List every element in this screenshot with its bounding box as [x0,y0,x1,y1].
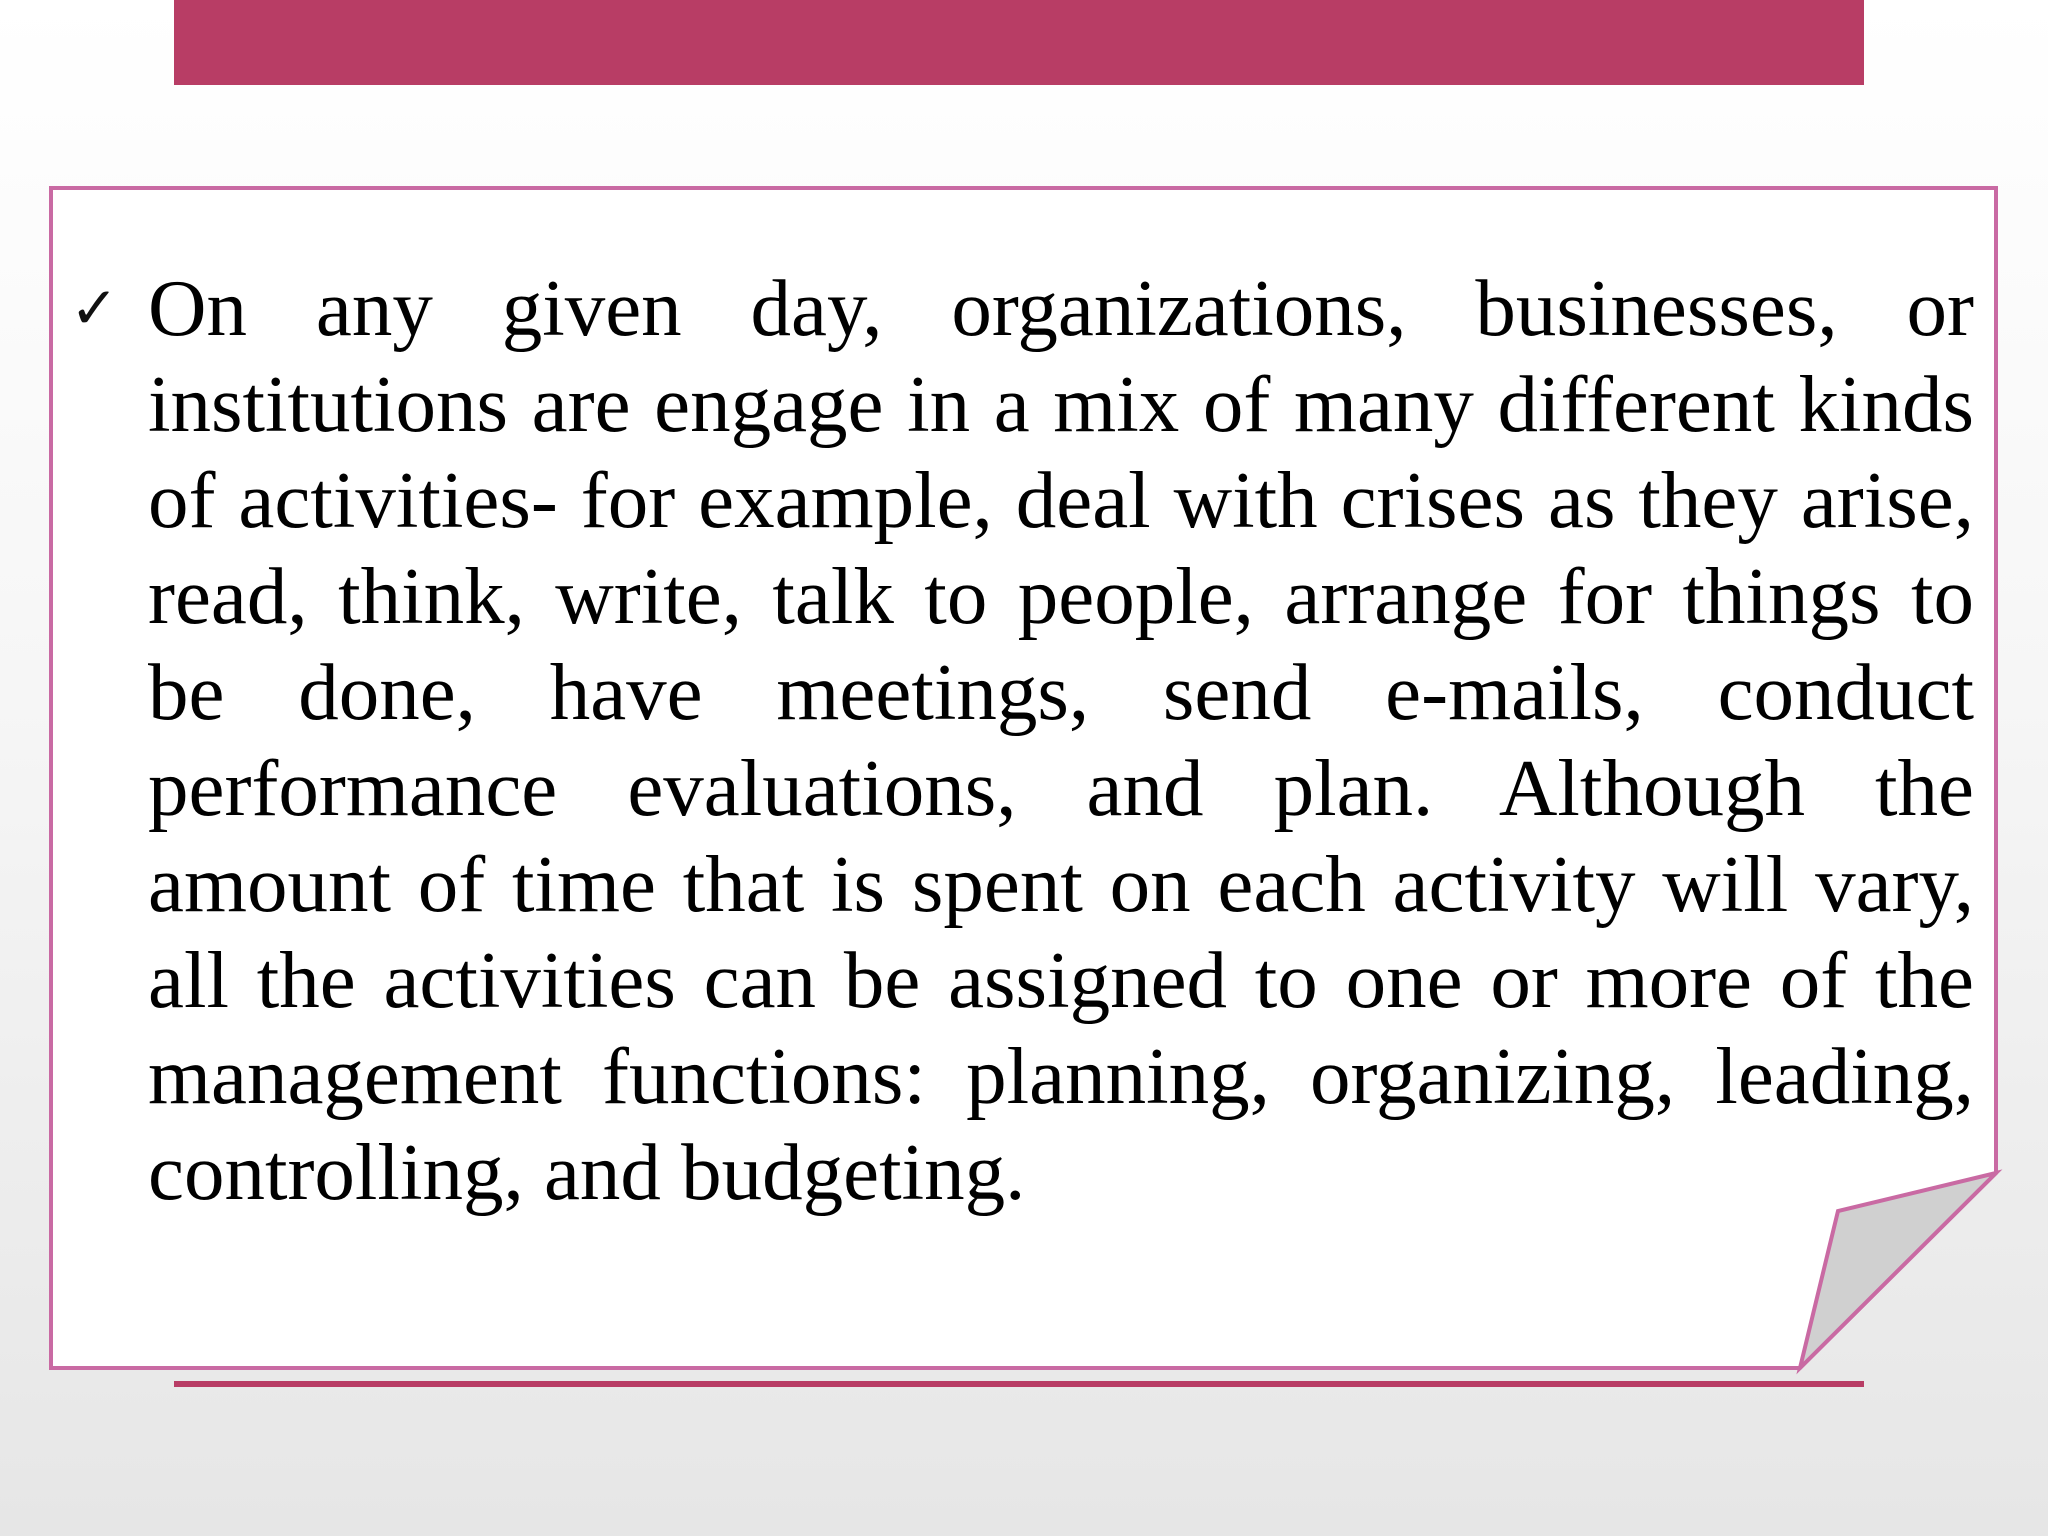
bullet-text: On any given day, organizations, businesses, or institutions are engage in a mix of many different kinds of activities- for example, deal with crises as they arise, read, think, write, talk to people, arrange for things to be done, have meetings, send e-mails, conduct performance evaluations, and plan. Although the amount of time that is spent on each activity will vary, all the activities can be assigned to one or more of the management functions: planning, organizing, leading, controlling, and budgeting. [148,263,1974,1217]
bottom-accent-rule [174,1381,1864,1387]
slide-content [70,260,1978,1220]
bullet-item [70,260,1978,1220]
checkmark-icon: ✓ [70,274,119,342]
